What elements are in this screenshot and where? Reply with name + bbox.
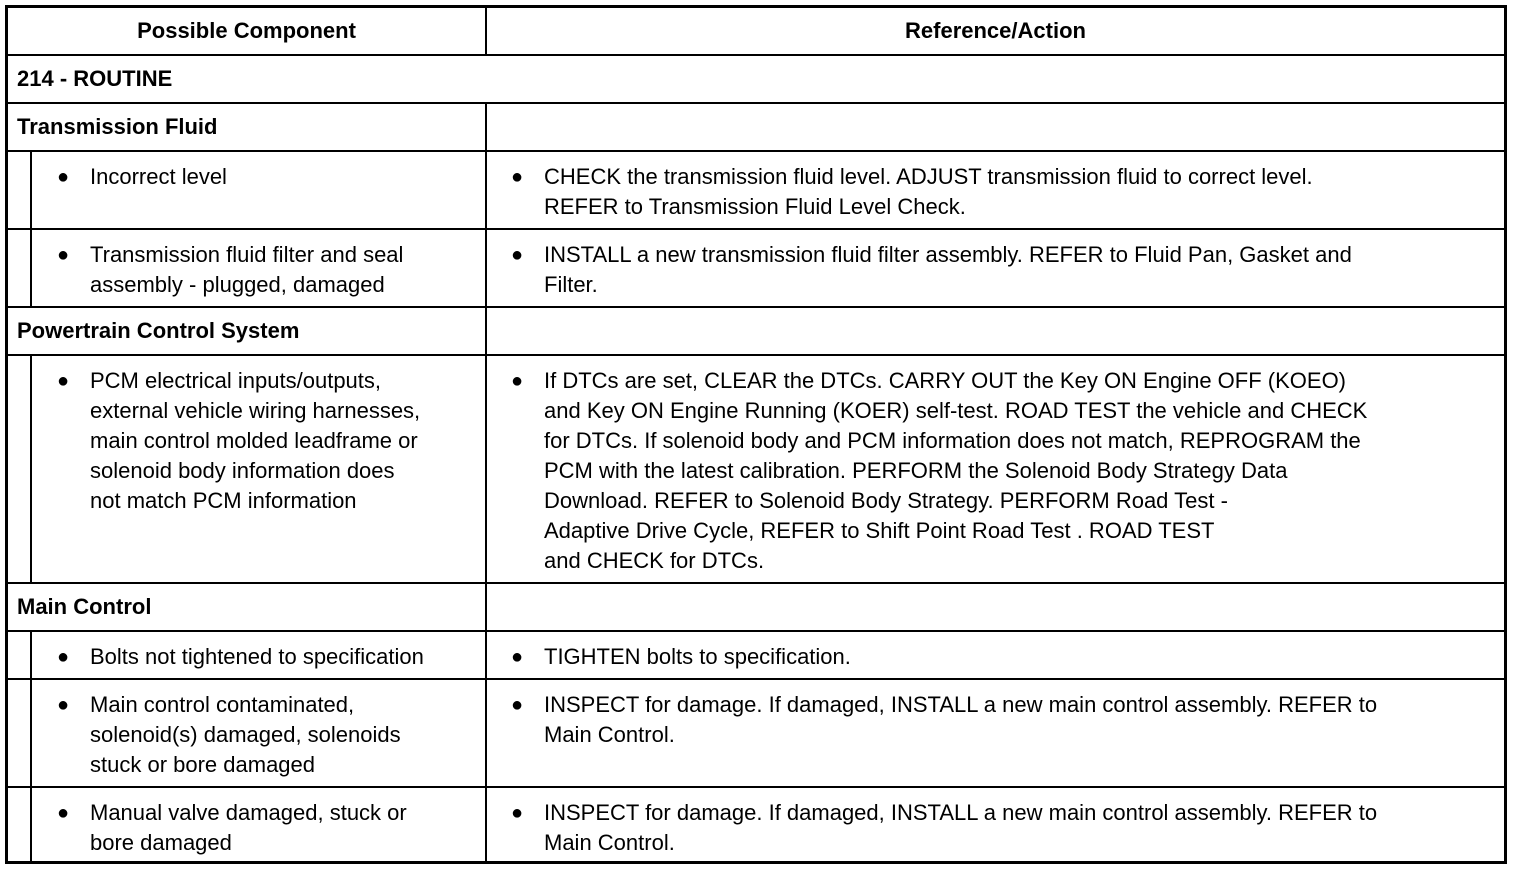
section-row-powertrain-control xyxy=(8,308,1504,356)
action-text: INSPECT for damage. If damaged, INSTALL a new main control assembly. REFER to Main Control. xyxy=(544,800,1378,855)
bullet-icon: ● xyxy=(511,694,524,716)
section-title: Powertrain Control System xyxy=(17,318,300,343)
component-text: Manual valve damaged, stuck or bore damaged xyxy=(90,800,407,855)
bullet-icon: ● xyxy=(57,802,70,824)
section-title: Main Control xyxy=(17,594,152,619)
bullet-icon: ● xyxy=(57,166,70,188)
section-row-main-control xyxy=(8,584,1504,632)
routine-label: 214 - ROUTINE xyxy=(17,66,173,91)
section-row-transmission-fluid xyxy=(8,104,1504,152)
component-text: Bolts not tightened to specification xyxy=(90,644,424,669)
component-text: Transmission fluid filter and seal assembly - plugged, damaged xyxy=(90,242,404,297)
diagnostic-table xyxy=(5,5,1507,864)
routine-row xyxy=(8,56,1504,104)
bullet-icon: ● xyxy=(511,370,524,392)
table-row xyxy=(8,152,1504,230)
bullet-icon: ● xyxy=(511,244,524,266)
header-reference-action: Reference/Action xyxy=(905,18,1086,43)
bullet-icon: ● xyxy=(57,244,70,266)
action-text: If DTCs are set, CLEAR the DTCs. CARRY OUT the Key ON Engine OFF (KOEO) and Key ON Engine Running (KOER) self-test. ROAD TEST the vehicle and CHECK for DTCs. If solenoid body and PCM information does not match, REPROGRAM the PCM with the latest calibration. PERFORM the Solenoid Body Strategy Data Download. REFER to Solenoid Body Strategy. PERFORM Road Test - Adaptive Drive Cycle, REFER to Shift Point Road Test . ROAD TEST and CHECK for DTCs. xyxy=(544,368,1368,573)
bullet-icon: ● xyxy=(511,646,524,668)
bullet-icon: ● xyxy=(511,166,524,188)
action-text: INSTALL a new transmission fluid filter assembly. REFER to Fluid Pan, Gasket and Filter. xyxy=(544,242,1352,297)
table-row xyxy=(8,356,1504,584)
bullet-icon: ● xyxy=(511,802,524,824)
action-text: CHECK the transmission fluid level. ADJUST transmission fluid to correct level. REFER to Transmission Fluid Level Check. xyxy=(544,164,1313,219)
component-text: PCM electrical inputs/outputs, external vehicle wiring harnesses, main control molded leadframe or solenoid body information does not match PCM information xyxy=(90,368,421,513)
table-row xyxy=(8,788,1504,864)
table-row xyxy=(8,632,1504,680)
header-possible-component: Possible Component xyxy=(137,18,356,43)
table-row xyxy=(8,680,1504,788)
action-text: TIGHTEN bolts to specification. xyxy=(544,644,851,669)
action-text: INSPECT for damage. If damaged, INSTALL a new main control assembly. REFER to Main Control. xyxy=(544,692,1378,747)
bullet-icon: ● xyxy=(57,646,70,668)
table-row xyxy=(8,230,1504,308)
section-title: Transmission Fluid xyxy=(17,114,218,139)
bullet-icon: ● xyxy=(57,694,70,716)
bullet-icon: ● xyxy=(57,370,70,392)
component-text: Main control contaminated, solenoid(s) damaged, solenoids stuck or bore damaged xyxy=(90,692,401,777)
component-text: Incorrect level xyxy=(90,164,227,189)
header-row xyxy=(8,8,1504,56)
